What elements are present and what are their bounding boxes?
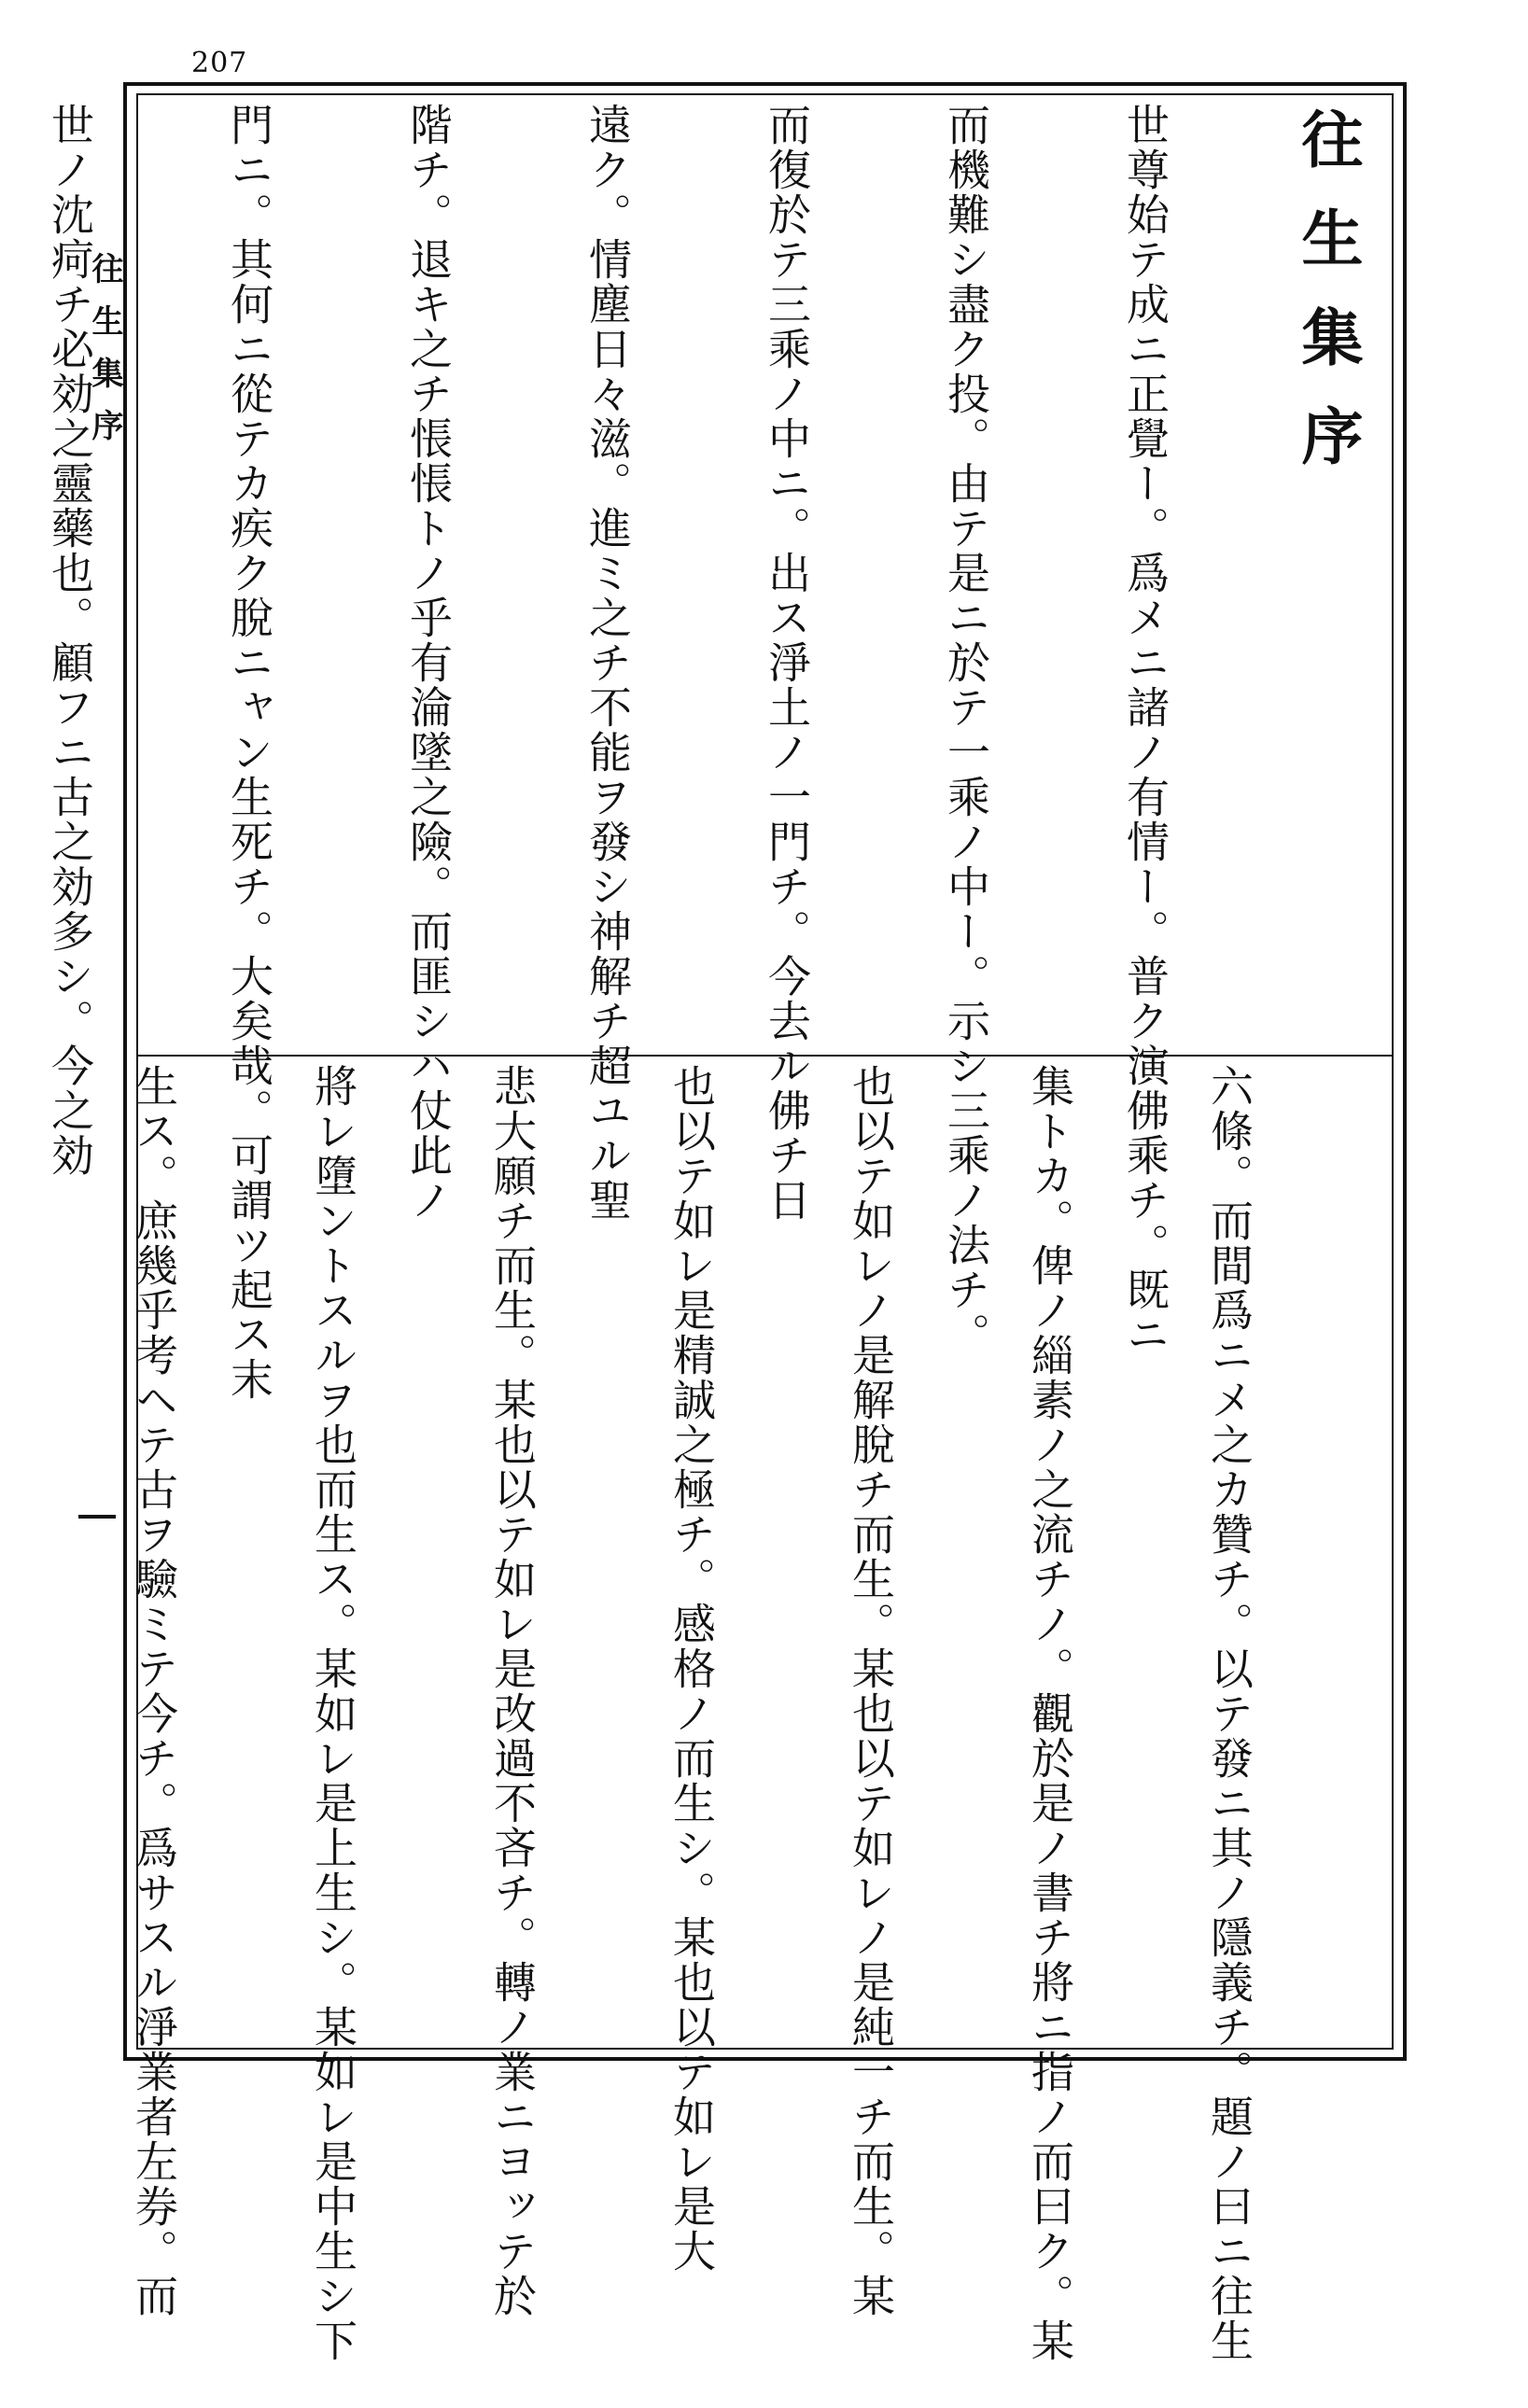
text-column [0,1064,5,2035]
text-column: 而機難シ盡ク投。由テ是ニ於テ一乘ノ中ー。示シ三乘ノ法チ。 [941,103,991,1357]
text-column: 悲大願チ而生。某也以テ如レ是改過不吝チ。轉ノ業ニヨッテ於 [487,1064,538,2318]
preface-title: 往生集序 [1291,107,1364,503]
text-column: 也以テ如レノ是解脫チ而生。某也以テ如レノ是純一チ而生。某 [846,1064,896,2318]
text-column: 集トカ。俾ノ緇素ノ之流チノ。觀於是ノ書チ將ニ指ノ而曰ク。某 [1025,1064,1075,2363]
text-column: 門ニ。其何ニ從テカ疾ク脫ニャン生死チ。大矣哉。可謂ツ起ス末 [224,103,274,1402]
text-column: 生ス。庶幾乎考ヘテ古ヲ驗ミテ今チ。爲サスル淨業者左券。而 [129,1064,179,2318]
upper-register [0,103,1295,1402]
text-column: 六條。而間爲ニメ之カ贊チ。以テ發ニ其ノ隱義チ。題ノ曰ニ往生 [1204,1064,1255,2363]
text-column: 而復於テ三乘ノ中ニ。出ス淨土ノ一門チ。今去ル佛チ日 [762,103,812,1223]
text-column: 階チ。退キ之チ悵悵トノ乎有淪墜之險。而匪シハ仗此ノ [403,103,454,1223]
running-header: 往生集序 [86,252,123,461]
lower-register [0,1064,1379,2363]
text-column: 遠ク。情塵日々滋。進ミ之チ不能ヲ發シ神解チ超ユル聖 [582,103,633,1223]
text-column: 世尊始テ成ニ正覺ー。爲メニ諸ノ有情ー。普ク演佛乘チ。既ニ [1120,103,1171,1357]
text-column: 也以テ如レ是精誠之極チ。感格ノ而生シ。某也以テ如レ是大 [666,1064,717,2274]
text-column: 世ノ沈疴チ必効之靈藥也。顧フニ古之効多シ。今之効 [45,103,95,1178]
page-number: 207 [191,47,248,79]
text-column: 將レ墮ントスルヲ也而生ス。某如レ是上生シ。某如レ是中生シ下 [308,1064,358,2363]
